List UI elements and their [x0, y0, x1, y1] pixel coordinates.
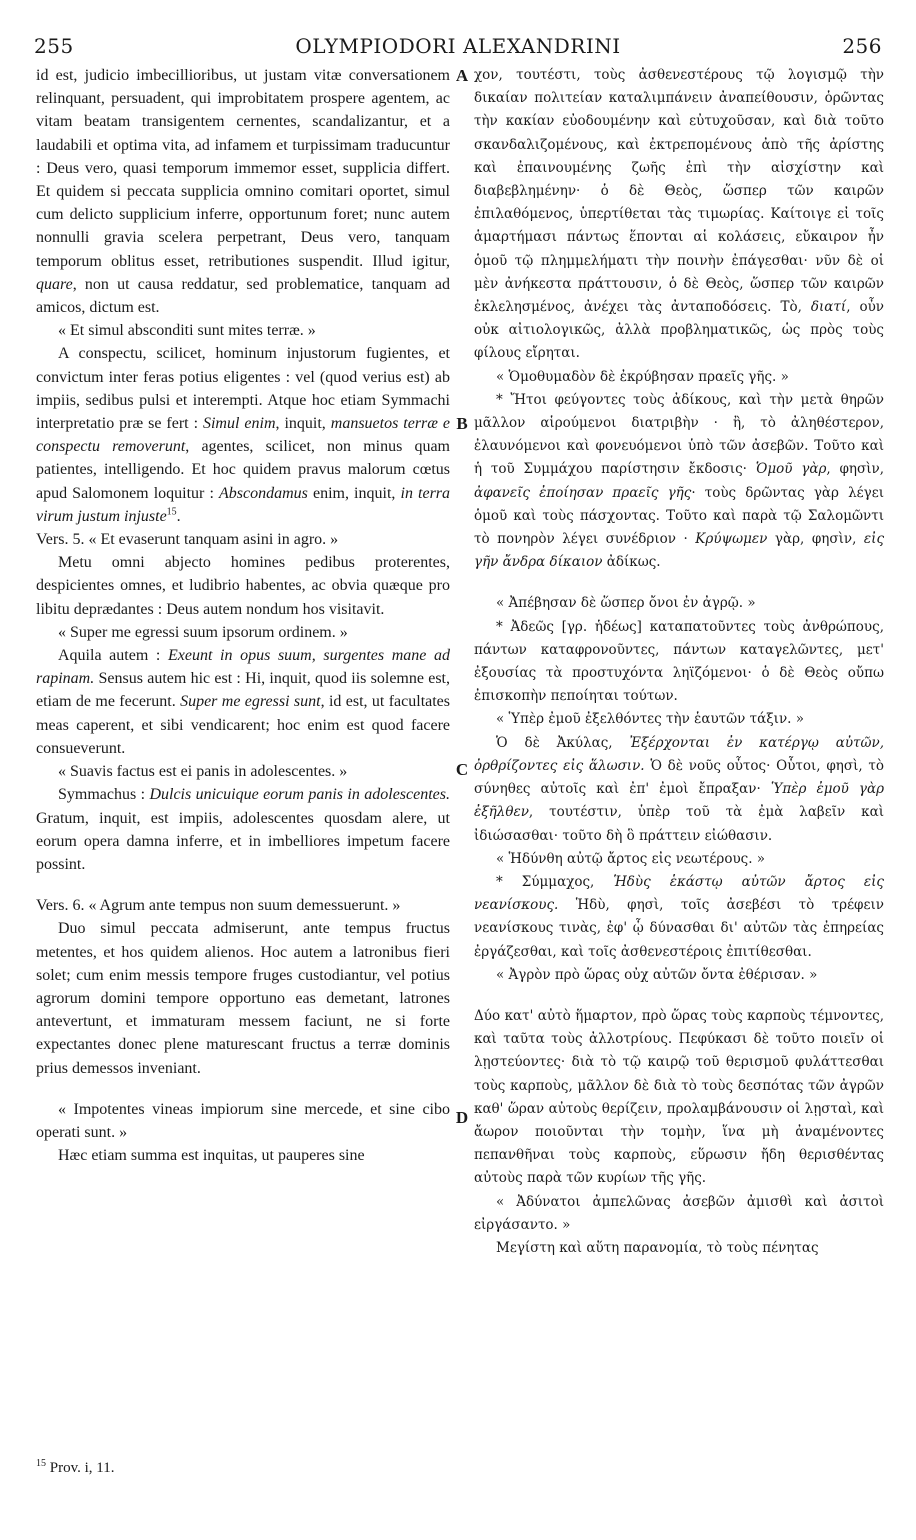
- latin-verse-lemma: « Et simul absconditi sunt mites terræ. »: [58, 322, 316, 340]
- latin-column: [36, 64, 450, 1167]
- footnote-ref: 15: [166, 506, 177, 518]
- latin-verse-lemma: « Suavis factus est ei panis in adolescentes. »: [58, 763, 348, 781]
- page-number-left: 255: [34, 34, 74, 58]
- footnote: [36, 1460, 114, 1477]
- margin-letter-a: A: [455, 66, 469, 85]
- greek-verse-lemma: « Ἀπέβησαν δὲ ὥσπερ ὄνοι ἐν ἀγρῷ. »: [496, 595, 756, 612]
- running-header: [34, 34, 882, 60]
- latin-paragraph: Hæc etiam summa est inquitas, ut pauperes sine: [58, 1147, 365, 1165]
- margin-letter-c: C: [455, 760, 469, 779]
- running-title: OLYMPIODORI ALEXANDRINI: [295, 34, 621, 58]
- page-number-right: 256: [842, 34, 882, 58]
- latin-verse-lemma: Vers. 6. « Agrum ante tempus non suum demessuerunt. »: [36, 897, 401, 915]
- latin-paragraph: A conspectu, scilicet, hominum injustorum fugientes, et convictum inter feras potius eligentes : vel (quod verius est) ab impiis, sedibus pulsi et interempti. Atque hoc etiam Symmachi interpretatio præ se fert : Simul enim, inquit, mansuetos terræ e conspectu removerunt, agentes, scilicet, non minus quam patientes, intelligendo. Et hoc quidem pravus malorum cœtus apud Salomonem loquitur : Abscondamus enim, inquit, in terra virum justum injuste$^{15}$.: [36, 345, 451, 525]
- margin-letter-d: D: [455, 1108, 469, 1127]
- greek-paragraph: χον, τουτέστι, τοὺς ἀσθενεστέρους τῷ λογισμῷ τὴν δικαίαν πολιτείαν καταλιμπάνειν ἀναπείθουσιν, ὁρῶντας τὴν κακίαν εὐοδουμένην καὶ εὐτυχοῦσαν, καὶ διὰ τοῦτο σκανδαλιζομένους, καὶ ἐκτρεπομένους ἀπὸ τῆς ἀρίστης καὶ ἐπαινουμένης ζωῆς ἐπὶ τὴν αἰσχίστην καὶ διαβεβλημένην· ὁ δὲ Θεὸς, ὥσπερ τῶν καιρῶν ἐπιλαθόμενος, ὑπερτίθεται τὰς τιμωρίας. Καίτοιγε εἰ τοῖς ἁμαρτήμασι πάντως ἕπονται αἱ κολάσεις, εὔκαιρον ἦν ὁμοῦ τῷ πλημμελήματι τὴν ποινὴν ἐπάγεσθαι· νῦν δὲ οἱ μὲν ἀνήκεστα πράττουσιν, ὁ δὲ Θεὸς, ὥσπερ τῶν καιρῶν ἐκλελησμένος, ἀνέχει τὰς ἀνταποδόσεις. Τὸ, διατί, οὖν οὐκ αἰτιολογικῶς, ἀλλὰ προβληματικῶς, ὡς πρὸς τοὺς φίλους εἴρηται.: [474, 67, 885, 362]
- latin-paragraph: Symmachus : Dulcis unicuique eorum panis in adolescentes. Gratum, inquit, est impiis, adolescentes quosdam alere, ut eorum opera damna inferre, et in imbelliores impetum facere possint.: [36, 786, 451, 873]
- greek-verse-lemma: « Ἀδύνατοι ἀμπελῶνας ἀσεβῶν ἀμισθὶ καὶ ἀσιτοὶ εἰργάσαντο. »: [474, 1193, 884, 1233]
- greek-paragraph: Μεγίστη καὶ αὕτη παρανομία, τὸ τοὺς πένητας: [496, 1239, 819, 1256]
- greek-paragraph: * Ἤτοι φεύγοντες τοὺς ἀδίκους, καὶ τὴν μετὰ θηρῶν μᾶλλον αἱρούμενοι διατριβὴν · ἢ, τὸ ἀληθέστερον, ἐλαυνόμενοι καὶ φονευόμενοι ὑπὸ τῶν ἀσεβῶν. Τοῦτο καὶ ἡ τοῦ Συμμάχου παρίστησιν ἔκδοσις· Ὁμοῦ γὰρ, φησὶν, ἀφανεῖς ἐποίησαν πραεῖς γῆς· τοὺς δρῶντας γὰρ λέγει ὁμοῦ καὶ τοὺς πάσχοντας. Τοῦτο καὶ παρὰ τῷ Σαλομῶντι τὸ πονηρὸν λέγει συνέδριον · Κρύψωμεν γὰρ, φησὶν, εἰς γῆν ἄνδρα δίκαιον ἀδίκως.: [474, 391, 885, 571]
- greek-paragraph: Δύο κατ' αὐτὸ ἥμαρτον, πρὸ ὥρας τοὺς καρποὺς τέμνοντες, καὶ ταῦτα τοὺς ἀλλοτρίους. Πεφύκασι δὲ τοῦτο ποιεῖν οἱ λῃστεύοντες· διὰ τὸ τῷ καιρῷ τοῦ θερισμοῦ φυλάττεσθαι τοὺς καρποὺς, μᾶλλον δὲ διὰ τὸ τοὺς δεσπότας τῶν ἀγρῶν καθ' ὥραν αὐτοὺς θερίζειν, προλαμβάνουσιν οἱ λῃσταὶ, καὶ ἄωρον ποιοῦνται τὴν τομὴν, ἵνα μὴ ἀναμένοντες πεπανθῆναι τοὺς καρποὺς, εὕρωσιν ἤδη θερισθέντας αὐτοὺς παρὰ τῶν κυρίων τῆς γῆς.: [474, 1007, 884, 1187]
- greek-paragraph: Ὁ δὲ Ἀκύλας, Ἐξέρχονται ἐν κατέργῳ αὐτῶν, ὀρθρίζοντες εἰς ἅλωσιν. Ὁ δὲ νοῦς οὗτος· Οὗτοι, φησὶ, τὸ σύνηθες αὐτοῖς καὶ ἐπ' ἐμοὶ ἔπραξαν· Ὑπὲρ ἐμοῦ γὰρ ἐξῆλθεν, τουτέστιν, ὑπὲρ τοῦ τὰ ἐμὰ λαβεῖν καὶ ἰδιώσασθαι· τοῦτο δὴ ὃ πράττειν εἰώθασιν.: [474, 734, 885, 844]
- greek-verse-lemma: « Ὑπὲρ ἐμοῦ ἐξελθόντες τὴν ἑαυτῶν τάξιν. »: [496, 711, 804, 728]
- latin-paragraph: Metu omni abjecto homines pedibus proterentes, despicientes omnes, et ludibrio habentes, ac obvia quæque pro libitu deprædantes : Deus autem nondum hos visitavit.: [36, 554, 450, 618]
- greek-column: [474, 64, 884, 1260]
- margin-letter-b: B: [456, 414, 468, 433]
- latin-paragraph: Aquila autem : Exeunt in opus suum, surgentes mane ad rapinam. Sensus autem hic est : Hi, inquit, quod iis solemne est, etiam de me fecerunt. Super me egressi sunt, id est, ut facultates meas caperent, et sibi vendicarent; hoc enim est quod facere consueverunt.: [36, 647, 451, 757]
- footnote-number: 15: [36, 1458, 46, 1469]
- greek-verse-lemma: « Ἀγρὸν πρὸ ὥρας οὐχ αὐτῶν ὄντα ἐθέρισαν. »: [496, 966, 818, 983]
- latin-verse-lemma: « Super me egressi suum ipsorum ordinem. »: [58, 623, 348, 641]
- greek-verse-lemma: « Ὁμοθυμαδὸν δὲ ἐκρύβησαν πραεῖς γῆς. »: [496, 368, 789, 385]
- greek-paragraph: * Σύμμαχος, Ἡδὺς ἑκάστῳ αὐτῶν ἄρτος εἰς νεανίσκους. Ἡδὺ, φησὶ, τοῖς ἀσεβέσι τὸ τρέφειν νεανίσκους τινὰς, ἐφ' ᾧ δύνασθαι δι' αὐτῶν τὰς ἐπηρείας ἐργάζεσθαι, καὶ τοῖς ἀσθενεστέροις ἐπιτίθεσθαι.: [474, 873, 885, 960]
- greek-verse-lemma: « Ἡδύνθη αὐτῷ ἄρτος εἰς νεωτέρους. »: [496, 850, 766, 867]
- latin-verse-lemma: Vers. 5. « Et evaserunt tanquam asini in agro. »: [36, 531, 339, 549]
- greek-paragraph: * Ἀδεῶς [γρ. ἡδέως] καταπατοῦντες τοὺς ἀνθρώπους, πάντων καταφρονοῦντες, πάντων καταγελῶντες, μετ' ἐξουσίας τὰ προστυχόντα ληϊζόμενοι· ὁ δὲ Θεὸς οὔπω ἐπισκοπὴν πεποίηται τούτων.: [474, 618, 884, 705]
- latin-paragraph: id est, judicio imbecillioribus, ut justam vitæ conversationem relinquant, persuadent, qui improbitatem prospere agentem, ac vitam beatam transigentem cernentes, scandalizantur, et a laudabili et optima vita, ad infamem et turpissimam traducuntur : Deus vero, quasi temporum immemor esset, supplicia differt. Et quidem si peccata supplicia omnino comitari oportet, simul cum delicto supplicium inferre, opportunum foret; nunc autem nonnulli gravia scelera perpetrant, Deus vero, tanquam temporum oblitus esset, retributiones suspendit. Illud igitur, quare, non ut causa reddatur, sed problematice, tanquam ad amicos, dictum est.: [36, 67, 450, 317]
- footnote-text: Prov. i, 11.: [49, 1460, 115, 1476]
- latin-paragraph: Duo simul peccata admiserunt, ante tempus fructus metentes, et hos quidem alienos. Hoc autem a latronibus fieri solet; cum enim messis tempore fruges custodiantur, vel potius agrorum domini tempore opportuno eas demetant, latrones antevertunt, et immaturam messem faciunt, ne si forte expectantes donec plene maturescant fructus a terræ dominis prius demessos inveniant.: [36, 920, 450, 1077]
- latin-verse-lemma: « Impotentes vineas impiorum sine mercede, et sine cibo operati sunt. »: [36, 1100, 450, 1141]
